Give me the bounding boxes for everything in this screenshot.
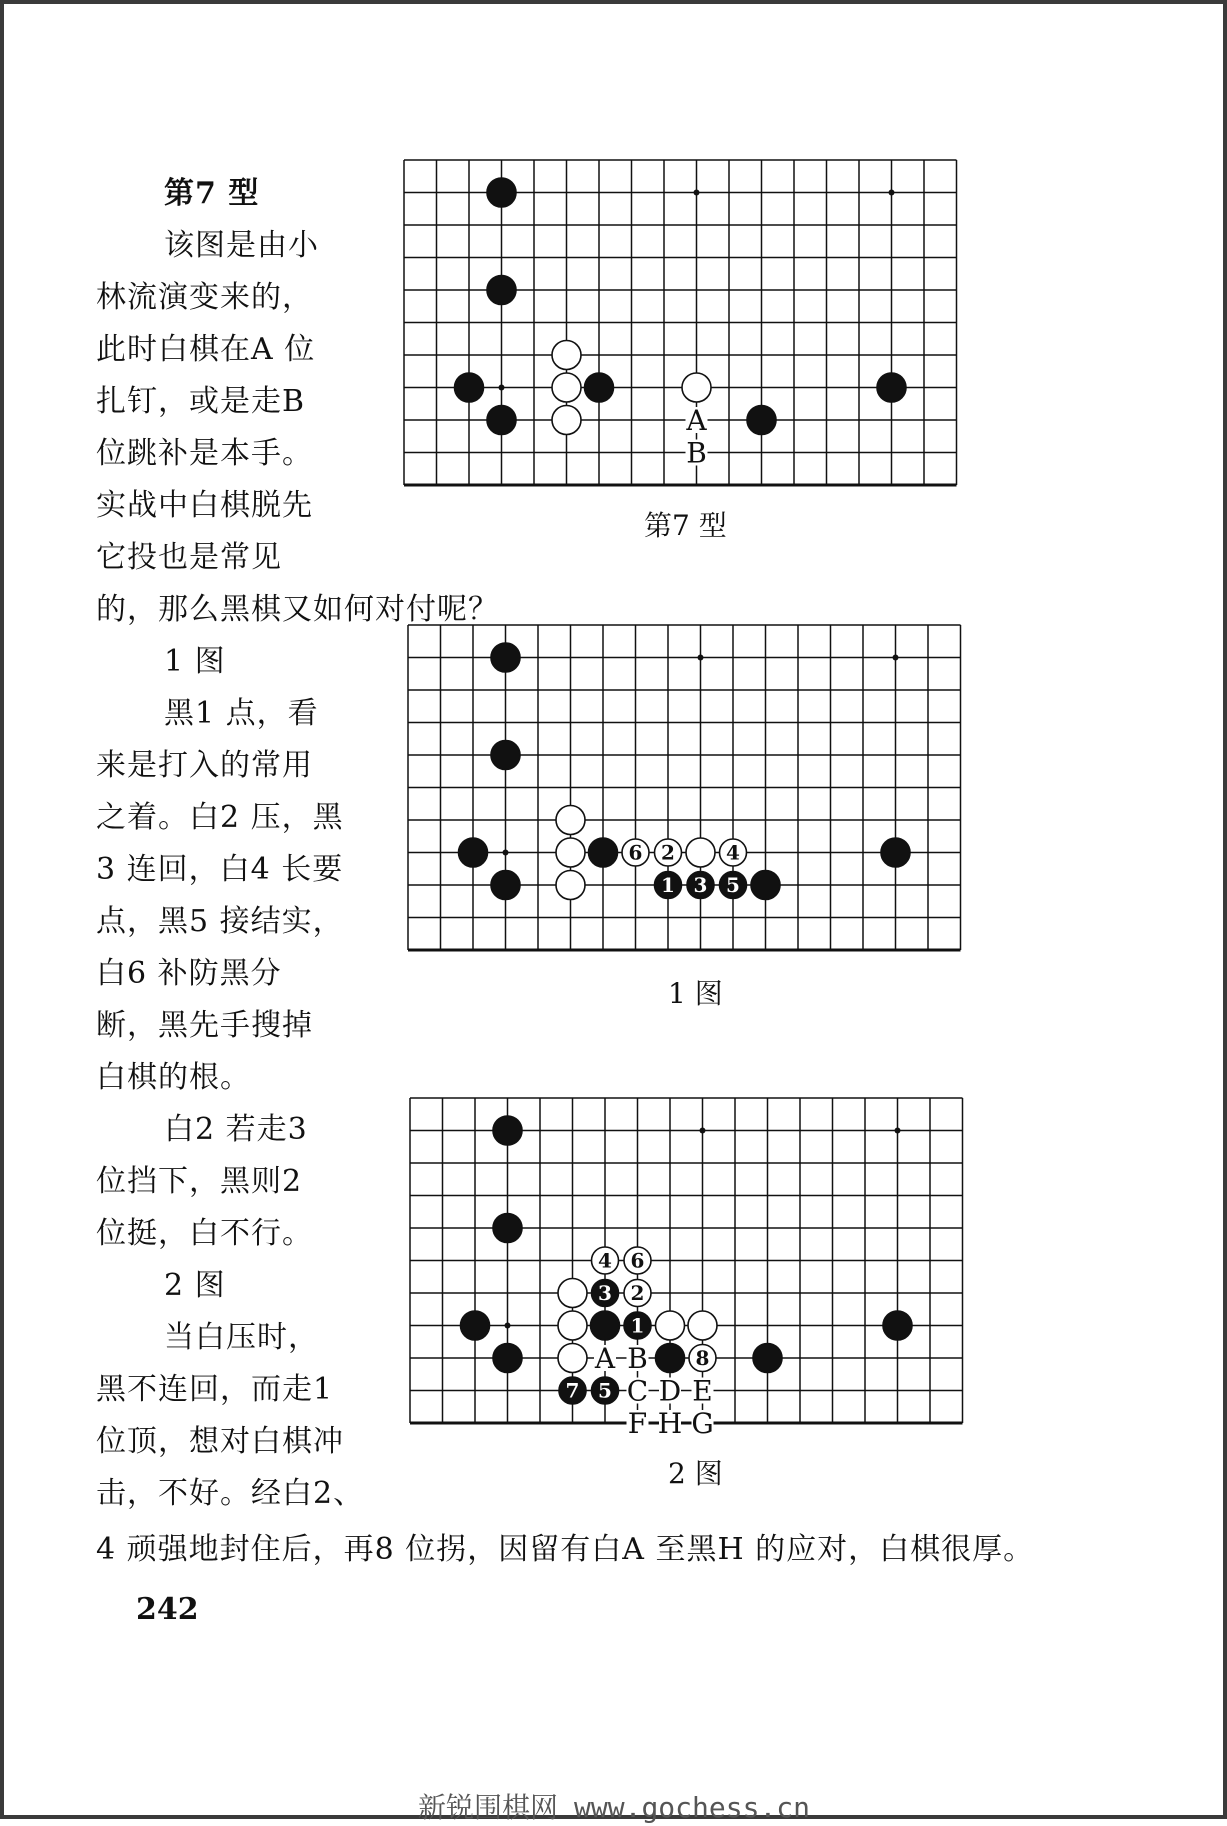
black-stone <box>491 741 520 770</box>
board-grid <box>410 1098 963 1423</box>
black-stone <box>493 1344 522 1373</box>
board-letter: D <box>658 1374 682 1408</box>
paragraph-line: 黑不连回，而走1 <box>96 1372 334 1407</box>
paragraph-line: 黑1 点，看 <box>164 696 319 731</box>
black-stone <box>589 838 618 867</box>
stone-move-number: 2 <box>661 840 675 865</box>
white-stone <box>686 838 715 867</box>
paragraph-line: 位顶，想对白棋冲 <box>96 1424 344 1459</box>
black-stone <box>459 838 488 867</box>
white-stone <box>558 1344 587 1373</box>
paragraph-line: 位跳补是本手。 <box>96 436 313 471</box>
board-caption: 2 图 <box>668 1457 723 1490</box>
paragraph-line: 白棋的根。 <box>96 1060 251 1095</box>
stone-move-number: 3 <box>693 873 708 897</box>
stone-move-number: 7 <box>565 1378 580 1403</box>
stone-move-number: 4 <box>726 840 740 865</box>
go-board-diagram-1 <box>404 619 999 959</box>
hoshi-point <box>893 655 899 661</box>
paragraph-line: 扎钉，或是走B <box>96 384 306 419</box>
hoshi-point <box>503 850 509 856</box>
figure-heading: 1 图 <box>164 644 226 679</box>
black-stone <box>585 373 614 402</box>
white-stone <box>552 373 581 402</box>
page-number: 242 <box>136 1592 199 1627</box>
board-caption: 第7 型 <box>644 509 727 542</box>
black-stone <box>883 1311 912 1340</box>
white-stone <box>682 373 711 402</box>
paragraph-line: 之着。白2 压，黑 <box>96 800 344 835</box>
paragraph-line: 的，那么黑棋又如何对付呢？ <box>96 592 499 627</box>
black-stone <box>493 1214 522 1243</box>
white-stone <box>688 1311 717 1340</box>
board-caption: 1 图 <box>668 977 723 1010</box>
black-stone <box>491 871 520 900</box>
figure-heading: 2 图 <box>164 1268 226 1303</box>
black-stone <box>881 838 910 867</box>
board-letter: A <box>594 1342 616 1375</box>
watermark <box>418 1786 810 1826</box>
go-board-diagram-type7 <box>400 154 995 494</box>
hoshi-point <box>895 1128 901 1134</box>
section-title: 第7 型 <box>164 176 260 211</box>
black-stone <box>747 406 776 435</box>
white-stone <box>556 838 585 867</box>
stone-move-number: 2 <box>630 1281 645 1305</box>
watermark-url: www.gochess.cn <box>574 1791 811 1824</box>
hoshi-point <box>700 1128 706 1134</box>
paragraph-line: 点，黑5 接结实， <box>96 904 344 939</box>
paragraph-line: 位挡下，黑则2 <box>96 1164 303 1199</box>
board-letter: G <box>691 1407 714 1440</box>
black-stone <box>877 373 906 402</box>
black-stone <box>487 178 516 207</box>
stone-move-number: 3 <box>598 1281 612 1305</box>
hoshi-point <box>889 190 895 196</box>
black-stone <box>487 406 516 435</box>
paragraph-line: 4 顽强地封住后，再8 位拐，因留有白A 至黑H 的应对，白棋很厚。 <box>96 1532 1035 1567</box>
board-letter: F <box>627 1407 648 1440</box>
stone-move-number: 5 <box>598 1378 612 1403</box>
paragraph-line: 它投也是常见 <box>96 540 282 575</box>
paragraph-line: 林流演变来的， <box>96 280 313 315</box>
hoshi-point <box>698 655 704 661</box>
stone-move-number: 4 <box>598 1248 612 1273</box>
board-letter: C <box>626 1374 649 1408</box>
white-stone <box>552 406 581 435</box>
hoshi-point <box>499 385 505 391</box>
white-stone <box>556 871 585 900</box>
hoshi-point <box>694 190 700 196</box>
black-stone <box>491 643 520 672</box>
paragraph-line: 此时白棋在A 位 <box>96 332 316 367</box>
stone-move-number: 6 <box>630 1248 645 1273</box>
paragraph-line: 实战中白棋脱先 <box>96 488 313 523</box>
black-stone <box>751 871 780 900</box>
white-stone <box>552 341 581 370</box>
paragraph-line: 3 连回，白4 长要 <box>96 852 344 887</box>
white-stone <box>558 1311 587 1340</box>
hoshi-point <box>505 1323 511 1329</box>
board-letter: H <box>657 1407 683 1440</box>
stone-move-number: 1 <box>661 873 675 897</box>
paragraph-line: 该图是由小 <box>164 228 319 263</box>
board-letter: A <box>686 404 707 437</box>
black-stone <box>455 373 484 402</box>
board-letter: E <box>692 1374 713 1408</box>
paragraph-line: 位挺，白不行。 <box>96 1216 313 1251</box>
paragraph-line: 击，不好。经白2、 <box>96 1476 365 1511</box>
black-stone <box>493 1116 522 1145</box>
stone-move-number: 8 <box>695 1346 710 1370</box>
paragraph-line: 来是打入的常用 <box>96 748 313 783</box>
stone-move-number: 1 <box>630 1313 645 1338</box>
white-stone <box>656 1311 685 1340</box>
watermark-site-name: 新锐围棋网 <box>418 1791 559 1824</box>
board-letter: B <box>686 436 707 470</box>
go-board-diagram-2 <box>406 1092 1001 1447</box>
black-stone <box>656 1344 685 1373</box>
black-stone <box>591 1311 620 1340</box>
paragraph-line: 白2 若走3 <box>164 1112 308 1147</box>
stone-move-number: 5 <box>726 873 740 897</box>
paragraph-line: 当白压时， <box>164 1320 319 1355</box>
black-stone <box>487 276 516 305</box>
black-stone <box>753 1344 782 1373</box>
stone-move-number: 6 <box>628 840 643 865</box>
board-grid <box>404 160 957 485</box>
paragraph-line: 断，黑先手搜掉 <box>96 1008 313 1043</box>
board-grid <box>408 625 961 950</box>
black-stone <box>461 1311 490 1340</box>
paragraph-line: 白6 补防黑分 <box>96 956 282 991</box>
white-stone <box>558 1279 587 1308</box>
board-letter: B <box>627 1342 648 1375</box>
white-stone <box>556 806 585 835</box>
